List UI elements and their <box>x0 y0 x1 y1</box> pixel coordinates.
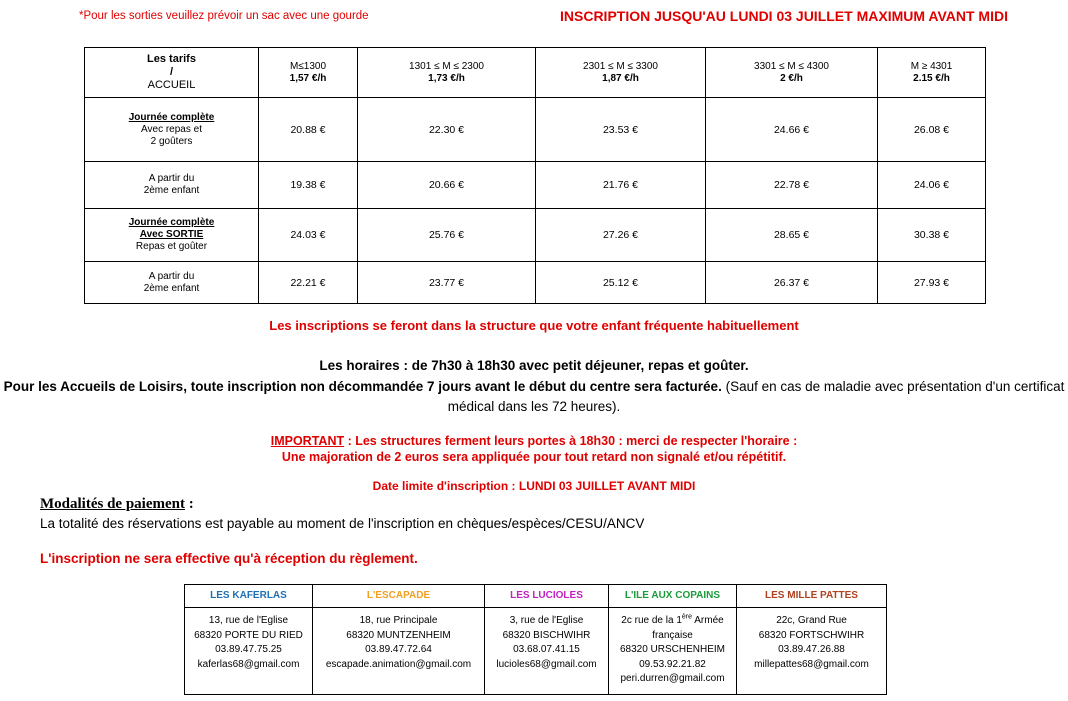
accueils-normal-text: (Sauf en cas de maladie avec présentation d'un certificat médical dans les 72 heures). <box>447 379 1065 414</box>
price-cell: 26.37 € <box>706 262 878 304</box>
centre-phone: 03.89.47.72.64 <box>365 644 432 655</box>
tarifs-corner-cell <box>85 48 259 98</box>
centre-email[interactable]: millepattes68@gmail.com <box>754 658 869 670</box>
horaires-line: Les horaires : de 7h30 à 18h30 avec petit déjeuner, repas et goûter. <box>319 358 749 373</box>
centre-info <box>185 608 313 695</box>
bracket-range: 2301 ≤ M ≤ 3300 <box>583 60 658 72</box>
row-label-cell <box>85 98 259 162</box>
row-label-cell <box>85 209 259 262</box>
centre-street: 22c, Grand Rue <box>776 615 847 626</box>
bracket-rate: 1,73 €/h <box>428 72 465 84</box>
majoration-line: Une majoration de 2 euros sera appliquée pour tout retard non signalé et/ou répétitif. <box>281 450 787 464</box>
bracket-range: 3301 ≤ M ≤ 4300 <box>754 60 829 72</box>
centre-name: LES MILLE PATTES <box>737 585 887 608</box>
important-block <box>0 433 1068 465</box>
price-cell: 20.88 € <box>259 98 358 162</box>
bracket-rate: 2.15 €/h <box>913 72 950 84</box>
centre-name: LES LUCIOLES <box>485 585 609 608</box>
bracket-range: M≤1300 <box>289 60 327 72</box>
centre-street <box>609 614 736 629</box>
price-cell: 23.77 € <box>358 262 536 304</box>
centre-name: LES KAFERLAS <box>185 585 313 608</box>
price-cell: 27.93 € <box>878 262 986 304</box>
centre-info <box>737 608 887 695</box>
accueils-paragraph <box>0 377 1068 417</box>
price-cell: 19.38 € <box>259 162 358 209</box>
centres-info-row <box>185 608 887 695</box>
note-gourde: *Pour les sorties veuillez prévoir un sac avec une gourde <box>79 10 369 22</box>
row-label-cell <box>85 262 259 304</box>
centre-street: 18, rue Principale <box>359 615 438 626</box>
centre-city: 68320 URSCHENHEIM <box>619 644 726 655</box>
price-cell: 28.65 € <box>706 209 878 262</box>
row-label-line: Avec SORTIE <box>139 229 204 240</box>
centre-name: L'ESCAPADE <box>313 585 485 608</box>
row-label-line: Journée complète <box>128 217 215 228</box>
centre-phone: 03.68.07.41.15 <box>513 644 580 655</box>
price-cell: 27.26 € <box>536 209 706 262</box>
centre-email[interactable]: kaferlas68@gmail.com <box>197 658 300 670</box>
date-limite: Date limite d'inscription : LUNDI 03 JUILLET AVANT MIDI <box>372 479 696 493</box>
centre-street-2: française <box>652 629 693 641</box>
centre-phone: 03.89.47.26.88 <box>778 644 845 655</box>
bracket-range: 1301 ≤ M ≤ 2300 <box>409 60 484 72</box>
tarifs-row <box>85 162 986 209</box>
tarifs-slash: / <box>169 66 174 78</box>
price-cell: 24.06 € <box>878 162 986 209</box>
bracket-header <box>878 48 986 98</box>
row-label-line: A partir du <box>148 173 195 184</box>
bracket-header <box>536 48 706 98</box>
deadline-heading: INSCRIPTION JUSQU'AU LUNDI 03 JUILLET MAXIMUM AVANT MIDI <box>560 8 1008 24</box>
row-label-cell <box>85 162 259 209</box>
centres-name-row <box>185 585 887 608</box>
centre-street: 13, rue de l'Eglise <box>208 615 289 626</box>
important-text: : Les structures ferment leurs portes à 18h30 : merci de respecter l'horaire : <box>344 434 798 448</box>
paiement-text: La totalité des réservations est payable au moment de l'inscription en chèques/espèces/CESU/ANCV <box>40 516 645 531</box>
paiement-title-colon: : <box>184 496 194 512</box>
important-line <box>0 433 1068 449</box>
tarifs-row <box>85 209 986 262</box>
bracket-header <box>358 48 536 98</box>
street-pre: 2c rue de la 1 <box>621 615 682 626</box>
centre-email[interactable]: lucioles68@gmail.com <box>496 658 597 670</box>
paiement-title-text: Modalités de paiement <box>40 496 185 512</box>
price-cell: 25.12 € <box>536 262 706 304</box>
centre-city: 68320 FORTSCHWIHR <box>758 629 865 641</box>
price-cell: 23.53 € <box>536 98 706 162</box>
centre-city: 68320 MUNTZENHEIM <box>346 629 451 641</box>
centre-phone: 03.89.47.75.25 <box>215 644 282 655</box>
street-sup: ère <box>681 613 693 621</box>
bracket-header <box>706 48 878 98</box>
bracket-rate: 2 €/h <box>780 72 803 84</box>
price-cell: 24.66 € <box>706 98 878 162</box>
bracket-range: M ≥ 4301 <box>910 60 953 72</box>
centre-info <box>313 608 485 695</box>
bracket-rate: 1,87 €/h <box>602 72 639 84</box>
row-label-line: 2 goûters <box>150 135 193 147</box>
price-cell: 21.76 € <box>536 162 706 209</box>
centre-email[interactable]: escapade.animation@gmail.com <box>325 658 472 670</box>
price-cell: 30.38 € <box>878 209 986 262</box>
street-post: Armée <box>692 615 724 626</box>
row-label-line: A partir du <box>148 270 195 282</box>
tarifs-table <box>84 47 986 304</box>
price-cell: 22.78 € <box>706 162 878 209</box>
price-cell: 26.08 € <box>878 98 986 162</box>
price-cell: 22.21 € <box>259 262 358 304</box>
accueil-label: ACCUEIL <box>147 79 196 91</box>
centre-street: 3, rue de l'Eglise <box>509 615 584 626</box>
centre-phone: 09.53.92.21.82 <box>639 658 706 670</box>
bracket-rate: 1,57 €/h <box>289 72 327 84</box>
centre-city: 68320 BISCHWIHR <box>502 629 591 641</box>
important-label: IMPORTANT <box>270 434 345 448</box>
accueils-bold-text: Pour les Accueils de Loisirs, toute inscription non décommandée 7 jours avant le début du centre sera facturée. <box>3 379 722 394</box>
bracket-header <box>259 48 358 98</box>
centre-info <box>609 608 737 695</box>
row-label-line: Repas et goûter <box>135 241 208 252</box>
tarifs-row <box>85 98 986 162</box>
row-label-line: Avec repas et <box>141 123 202 135</box>
tarifs-row <box>85 262 986 304</box>
row-label-line: 2ème enfant <box>143 282 200 294</box>
price-cell: 20.66 € <box>358 162 536 209</box>
price-cell: 25.76 € <box>358 209 536 262</box>
row-label-line: Journée complète <box>128 111 215 123</box>
tarifs-header-row <box>85 48 986 98</box>
centre-name: L'ILE AUX COPAINS <box>609 585 737 608</box>
price-cell: 24.03 € <box>259 209 358 262</box>
price-cell: 22.30 € <box>358 98 536 162</box>
centre-info <box>485 608 609 695</box>
structure-notice: Les inscriptions se feront dans la structure que votre enfant fréquente habituellement <box>269 318 799 333</box>
centre-city: 68320 PORTE DU RIED <box>194 629 303 641</box>
tarifs-title: Les tarifs <box>147 53 196 65</box>
centre-email[interactable]: peri.durren@gmail.com <box>620 673 725 684</box>
centres-table <box>184 584 887 695</box>
effective-notice: L'inscription ne sera effective qu'à réception du règlement. <box>40 551 418 566</box>
paiement-title <box>40 496 194 513</box>
row-label-line: 2ème enfant <box>143 185 200 196</box>
